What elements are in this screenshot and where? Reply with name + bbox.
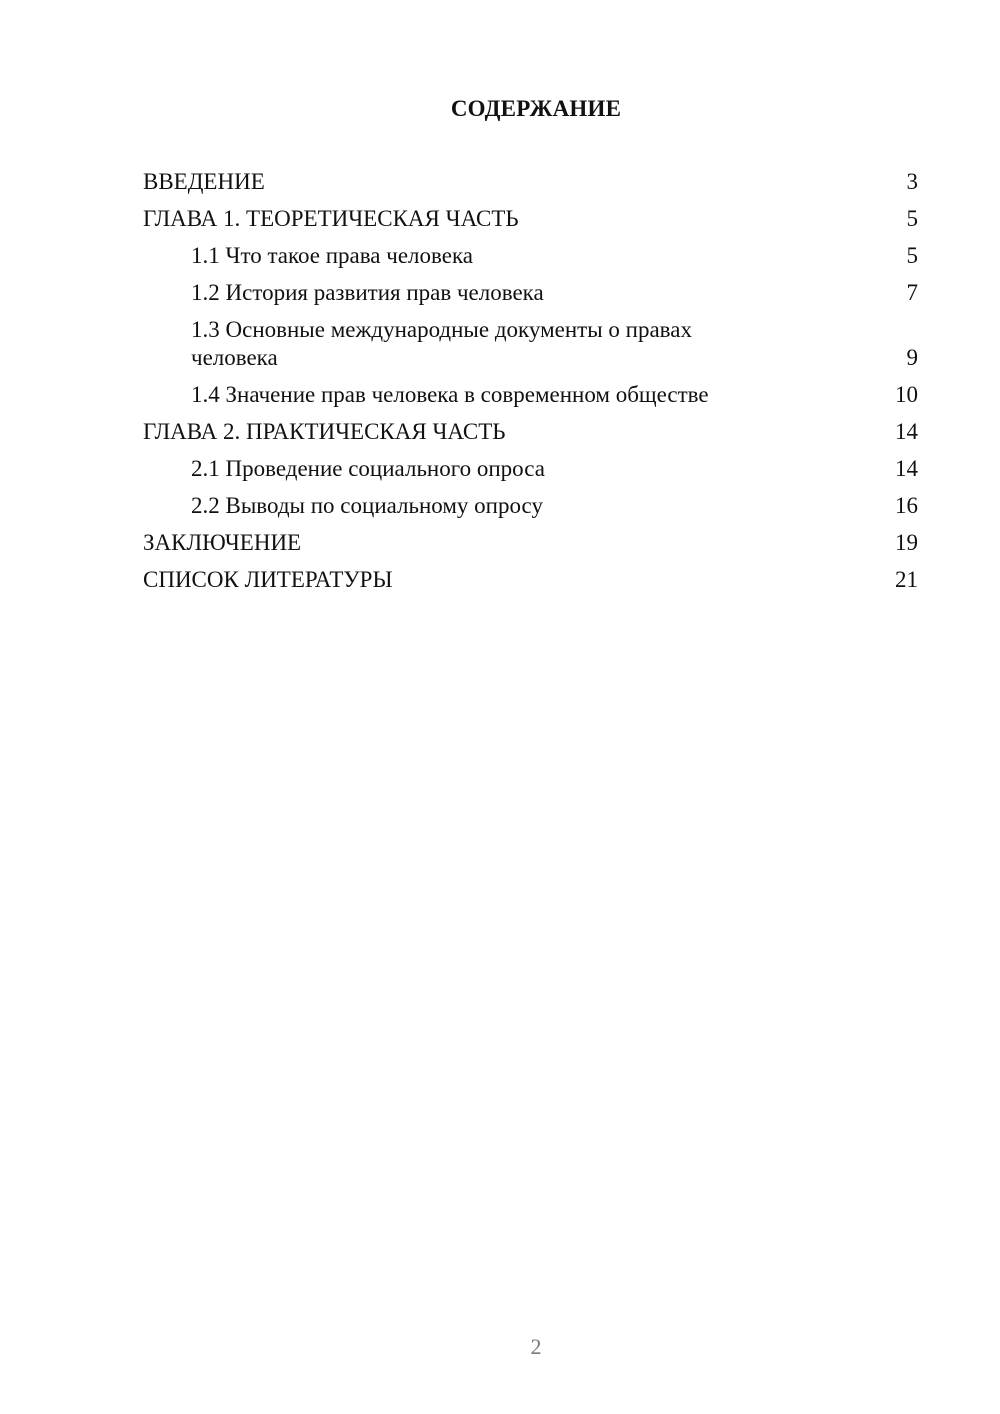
toc-entry-page: 5 [906, 243, 918, 268]
toc-entry-page: 10 [895, 382, 918, 407]
table-of-contents [143, 168, 918, 603]
toc-entry-label: 1.1 Что такое права человека [191, 243, 473, 268]
toc-entry-page: 9 [906, 345, 918, 370]
toc-entry-page: 16 [895, 493, 918, 518]
toc-subentry[interactable] [143, 242, 918, 270]
toc-entry-page: 14 [895, 419, 918, 444]
toc-entry-label: ЗАКЛЮЧЕНИЕ [143, 530, 302, 555]
toc-entry[interactable] [143, 566, 918, 594]
toc-entry-label: 1.2 История развития прав человека [191, 280, 544, 305]
toc-subentry[interactable] [143, 492, 918, 520]
toc-entry[interactable] [143, 418, 918, 446]
toc-entry-label: 1.4 Значение прав человека в современном обществе [191, 382, 709, 407]
toc-entry-page: 19 [895, 530, 918, 555]
toc-entry-page: 21 [895, 567, 918, 592]
toc-entry-label: ГЛАВА 1. ТЕОРЕТИЧЕСКАЯ ЧАСТЬ [143, 206, 519, 231]
toc-entry-label: 2.2 Выводы по социальному опросу [191, 493, 543, 518]
page-title: СОДЕРЖАНИЕ [450, 96, 622, 121]
toc-entry-label: ВВЕДЕНИЕ [143, 169, 265, 194]
toc-entry-label: ГЛАВА 2. ПРАКТИЧЕСКАЯ ЧАСТЬ [143, 419, 506, 444]
page-number: 2 [530, 1334, 542, 1359]
toc-entry-page: 5 [906, 206, 918, 231]
toc-entry-label: 2.1 Проведение социального опроса [191, 456, 545, 481]
toc-entry-page: 7 [906, 280, 918, 305]
toc-entry[interactable] [143, 168, 918, 196]
toc-subentry[interactable] [143, 381, 918, 409]
toc-entry-page: 3 [906, 169, 918, 194]
toc-subentry[interactable] [143, 279, 918, 307]
toc-entry[interactable] [143, 529, 918, 557]
toc-entry[interactable] [143, 205, 918, 233]
toc-entry-label: СПИСОК ЛИТЕРАТУРЫ [143, 567, 393, 592]
toc-subentry[interactable] [143, 316, 918, 372]
toc-subentry[interactable] [143, 455, 918, 483]
toc-entry-page: 14 [895, 456, 918, 481]
toc-entry-label: 1.3 Основные международные документы о правах человека [191, 317, 692, 370]
